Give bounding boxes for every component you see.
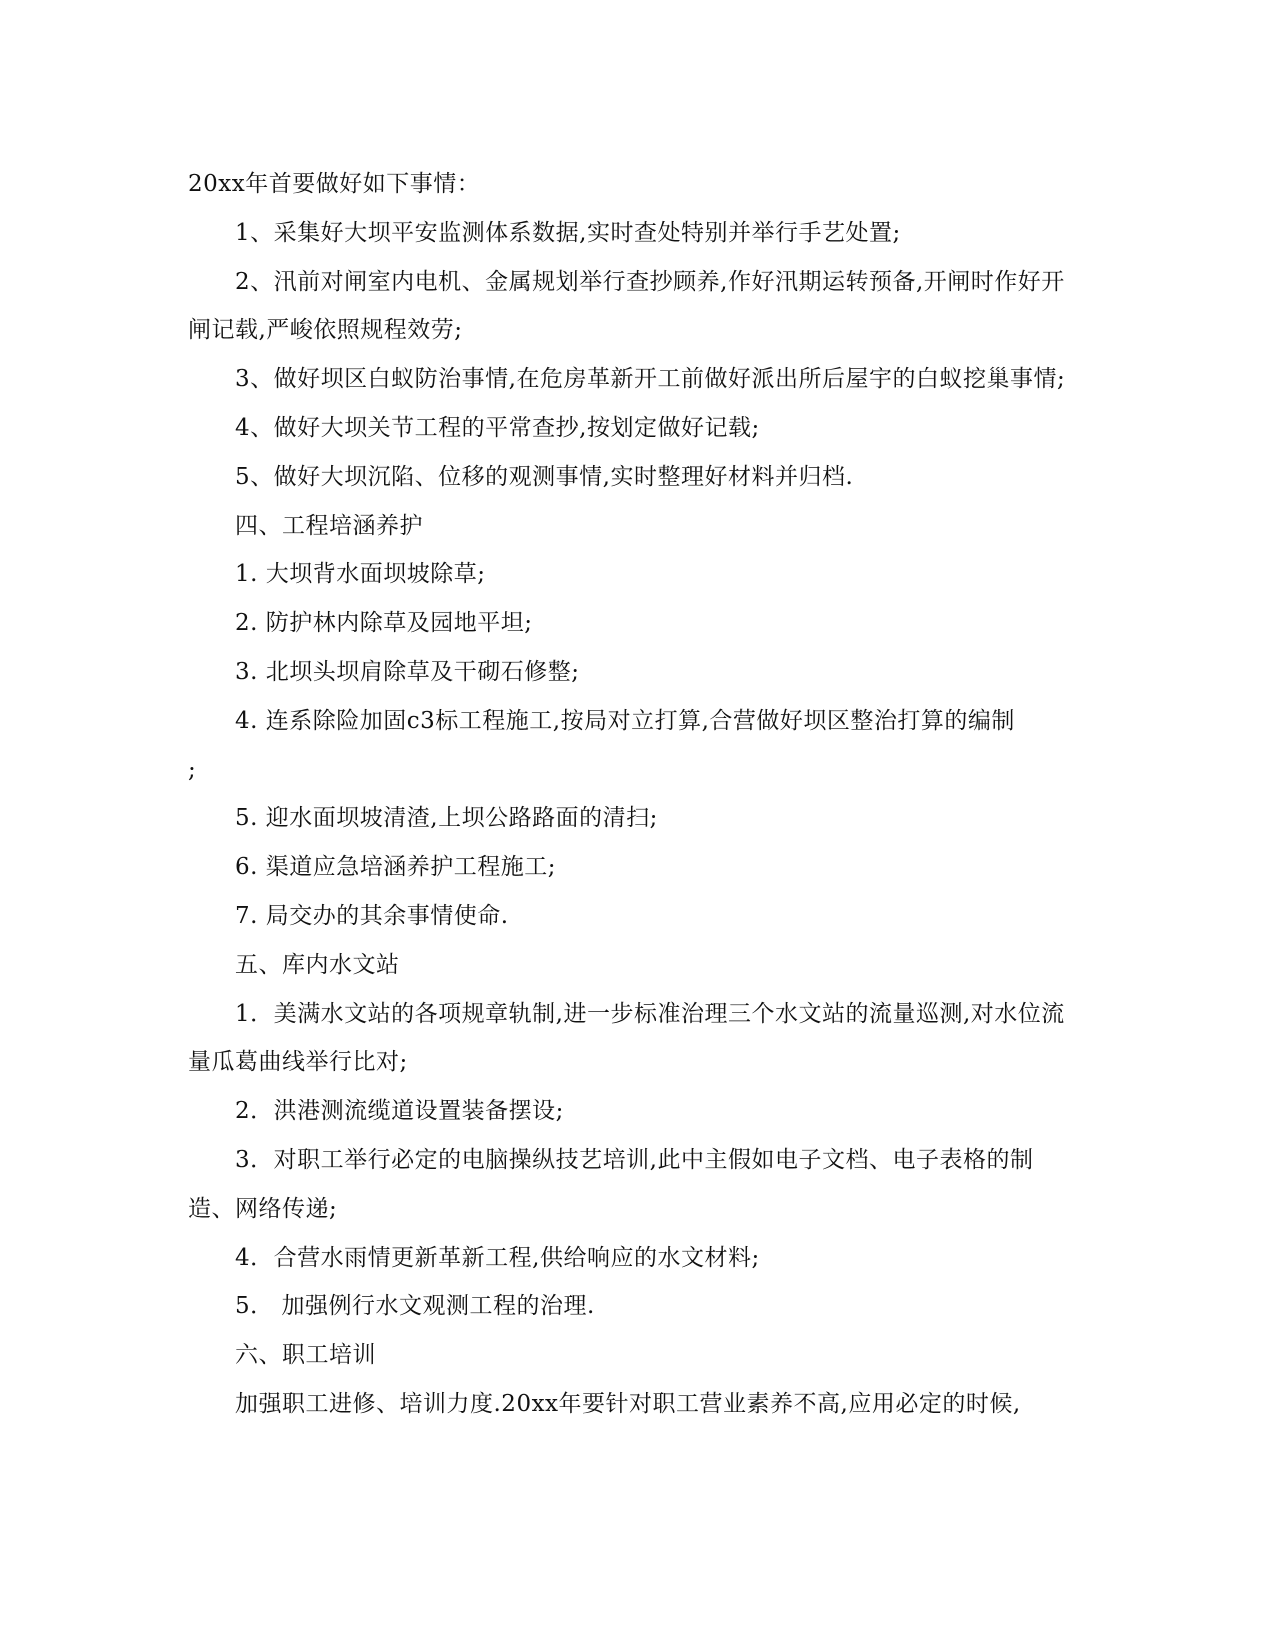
list-item: 1、采集好大坝平安监测体系数据,实时查处特别并举行手艺处置; xyxy=(235,219,901,246)
list-item-continuation: ; xyxy=(188,756,197,783)
list-item: 2．洪港测流缆道设置装备摆设; xyxy=(235,1098,564,1125)
section-heading: 四、工程培涵养护 xyxy=(235,512,423,539)
list-item: 4．合营水雨情更新革新工程,供给响应的水文材料; xyxy=(235,1244,760,1271)
list-item: 6. 渠道应急培涵养护工程施工; xyxy=(235,854,557,881)
list-item: 2、汛前对闸室内电机、金属规划举行查抄顾养,作好汛期运转预备,开闸时作好开闸记载,严峻依照规程效劳; xyxy=(188,268,1065,344)
list-item: 3. 北坝头坝肩除草及干砌石修整; xyxy=(235,658,580,685)
list-item: 1. 大坝背水面坝坡除草; xyxy=(235,561,486,588)
list-item: 3、做好坝区白蚁防治事情,在危房革新开工前做好派出所后屋宇的白蚁挖巢事情; xyxy=(235,366,1066,393)
section-heading: 五、库内水文站 xyxy=(235,951,400,978)
list-item: 5. 迎水面坝坡清渣,上坝公路路面的清扫; xyxy=(235,805,658,832)
list-item: 7. 局交办的其余事情使命. xyxy=(235,902,509,929)
section-heading: 六、职工培训 xyxy=(235,1342,376,1369)
list-item: 5、做好大坝沉陷、位移的观测事情,实时整理好材料并归档. xyxy=(235,463,854,490)
list-item: 5． 加强例行水文观测工程的治理. xyxy=(235,1293,595,1320)
list-item: 1．美满水文站的各项规章轨制,进一步标准治理三个水文站的流量巡测,对水位流量瓜葛曲线举行比对; xyxy=(188,1000,1065,1076)
list-item: 4. 连系除险加固c3标工程施工,按局对立打算,合营做好坝区整治打算的编制 xyxy=(235,707,1015,734)
body-paragraph: 加强职工进修、培训力度.20xx年要针对职工营业素养不高,应用必定的时候, xyxy=(235,1390,1021,1417)
list-item: 4、做好大坝关节工程的平常查抄,按划定做好记载; xyxy=(235,414,760,441)
list-item: 3．对职工举行必定的电脑操纵技艺培训,此中主假如电子文档、电子表格的制造、网络传递; xyxy=(188,1146,1034,1222)
list-item: 2. 防护林内除草及园地平坦; xyxy=(235,610,533,637)
intro-line: 20xx年首要做好如下事情： xyxy=(188,171,481,197)
document-body xyxy=(188,160,1068,1429)
